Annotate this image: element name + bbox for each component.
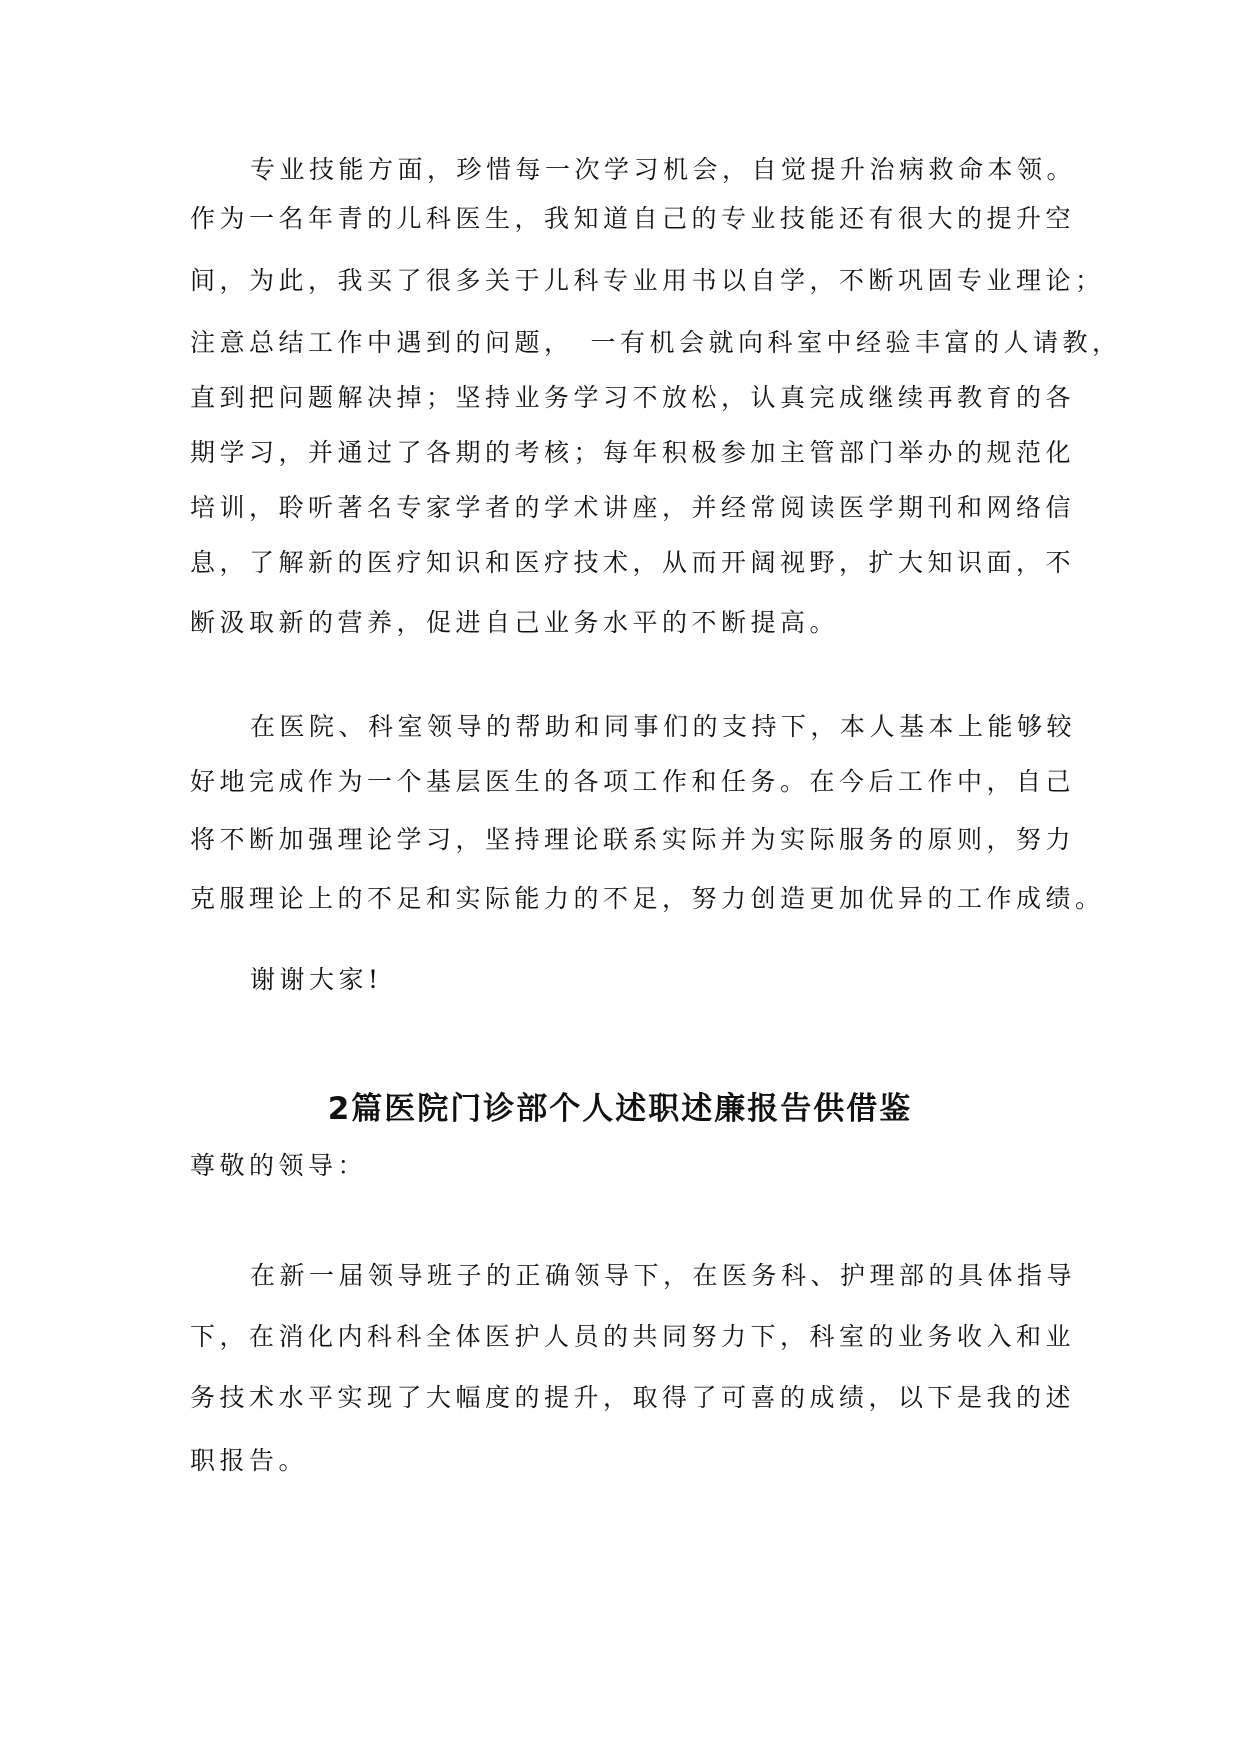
paragraph-line: 务技术水平实现了大幅度的提升，取得了可喜的成绩，以下是我的述 [190,1383,1076,1412]
paragraph-line: 职报告。 [190,1446,309,1475]
document-title: 2篇医院门诊部个人述职述廉报告供借鉴 [327,1091,913,1127]
paragraph-line: 在新一届领导班子的正确领导下，在医务科、护理部的具体指导 [250,1261,1077,1290]
paragraph-line: 断汲取新的营养，促进自己业务水平的不断提高。 [190,608,840,637]
paragraph-line: 作为一名年青的儿科医生，我知道自己的专业技能还有很大的提升空 [190,204,1076,233]
paragraph-line: 注意总结工作中遇到的问题， 一有机会就向科室中经验丰富的人请教， [190,328,1122,357]
paragraph-line: 专业技能方面，珍惜每一次学习机会，自觉提升治病救命本领。 [250,155,1077,184]
paragraph-line: 将不断加强理论学习，坚持理论联系实际并为实际服务的原则，努力 [190,825,1076,854]
paragraph-line: 好地完成作为一个基层医生的各项工作和任务。在今后工作中，自己 [190,767,1076,796]
paragraph-line: 息，了解新的医疗知识和医疗技术，从而开阔视野，扩大知识面，不 [190,548,1076,577]
closing-text: 谢谢大家! [250,965,383,994]
paragraph-line: 间，为此，我买了很多关于儿科专业用书以自学，不断巩固专业理论； [190,266,1105,295]
paragraph-line: 在医院、科室领导的帮助和同事们的支持下，本人基本上能够较 [250,712,1077,741]
paragraph-line: 下，在消化内科科全体医护人员的共同努力下，科室的业务收入和业 [190,1322,1076,1351]
salutation: 尊敬的领导： [190,1151,368,1180]
paragraph-line: 期学习，并通过了各期的考核；每年积极参加主管部门举办的规范化 [190,438,1076,467]
paragraph-line: 直到把问题解决掉；坚持业务学习不放松，认真完成继续再教育的各 [190,383,1076,412]
paragraph-line: 克服理论上的不足和实际能力的不足，努力创造更加优异的工作成绩。 [190,884,1105,913]
paragraph-line: 培训，聆听著名专家学者的学术讲座，并经常阅读医学期刊和网络信 [190,493,1076,522]
